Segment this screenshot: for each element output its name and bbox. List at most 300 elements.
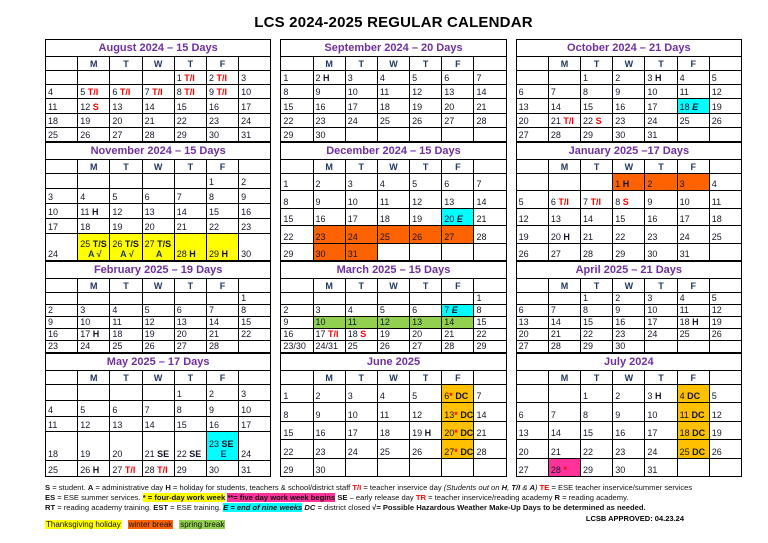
day-cell <box>46 416 78 432</box>
day-number: 2 <box>315 73 321 84</box>
day-number: 18 <box>379 101 390 112</box>
day-marker: E <box>456 214 463 225</box>
day-cell <box>581 403 613 421</box>
day-header <box>474 160 506 174</box>
day-cell <box>78 85 110 99</box>
day-number: 1 <box>208 176 214 187</box>
day-cell <box>548 208 580 225</box>
day-cell <box>516 317 548 329</box>
day-number: 22 <box>176 449 187 460</box>
day-cell <box>677 385 709 403</box>
day-cell <box>239 99 271 113</box>
day-cell <box>548 341 580 353</box>
day-marker: DC <box>460 446 474 457</box>
day-cell <box>239 317 271 329</box>
day-number: 16 <box>615 428 626 439</box>
day-cell <box>410 226 442 243</box>
day-cell <box>516 174 548 191</box>
day-cell <box>206 203 238 218</box>
day-cell <box>78 188 110 203</box>
day-number: 17 <box>679 214 690 225</box>
day-number: 9 <box>48 317 54 327</box>
day-cell <box>581 385 613 403</box>
page-title: LCS 2024-2025 REGULAR CALENDAR <box>254 14 533 31</box>
day-number: 17 <box>647 101 658 112</box>
day-cell <box>78 99 110 113</box>
day-cell <box>174 432 206 461</box>
day-marker: H <box>92 206 99 217</box>
month-november-2024 <box>45 142 271 261</box>
day-number: 17 <box>48 221 59 232</box>
day-cell <box>645 403 677 421</box>
day-number: 24 <box>241 115 252 126</box>
day-cell <box>377 113 409 127</box>
day-marker: T/I <box>119 87 131 98</box>
day-cell <box>345 71 377 85</box>
day-number: 11 <box>379 87 390 98</box>
day-cell <box>281 317 313 329</box>
day-marker: S <box>622 196 629 207</box>
day-number: 9 <box>315 87 321 98</box>
day-cell <box>110 99 142 113</box>
day-number: 23 <box>48 341 59 351</box>
day-cell <box>377 99 409 113</box>
day-marker: T/I <box>157 465 168 475</box>
day-number: 15 <box>583 428 594 439</box>
day-number: 4 <box>80 191 86 202</box>
day-number: 13 <box>550 214 561 225</box>
day-number: 2 <box>615 73 621 84</box>
day-number: 17 <box>241 101 252 112</box>
day-cell <box>677 113 709 127</box>
day-marker: T/S <box>157 239 172 249</box>
day-number: 24 <box>347 446 358 457</box>
day-cell <box>581 174 613 191</box>
day-number: 29 <box>583 341 594 351</box>
day-cell <box>516 385 548 403</box>
day-number: 22 <box>208 221 219 232</box>
day-number: 6 <box>112 404 118 415</box>
day-number: 20 <box>444 428 455 439</box>
day-number: 4 <box>711 179 717 190</box>
day-header: W <box>142 57 174 71</box>
day-cell <box>110 305 142 317</box>
day-header: M <box>78 160 110 174</box>
day-cell <box>174 385 206 401</box>
day-number: 12 <box>112 206 123 217</box>
legend-run: **= five day work week begins <box>227 493 336 502</box>
day-header: F <box>677 371 709 385</box>
day-cell <box>613 329 645 341</box>
day-number: 7 <box>476 179 482 190</box>
day-number: 7 <box>176 191 182 202</box>
day-cell <box>78 127 110 141</box>
day-marker: T/I <box>328 329 339 339</box>
day-cell <box>581 85 613 99</box>
day-cell <box>548 85 580 99</box>
day-cell <box>613 113 645 127</box>
day-cell <box>142 85 174 99</box>
day-cell <box>313 403 345 421</box>
day-cell <box>709 317 741 329</box>
day-cell <box>677 458 709 476</box>
day-header: W <box>613 57 645 71</box>
day-number: 13 <box>444 87 455 98</box>
day-header <box>516 160 548 174</box>
day-header: W <box>613 279 645 293</box>
day-number: 26 <box>144 341 155 351</box>
legend-run: S <box>45 483 51 492</box>
day-cell <box>474 440 506 458</box>
day-number: 3 <box>241 388 247 399</box>
day-cell <box>410 208 442 225</box>
day-header: W <box>377 279 409 293</box>
day-number: 6 <box>176 305 182 315</box>
day-cell <box>110 400 142 416</box>
day-number: 9 <box>615 87 621 98</box>
day-cell <box>581 127 613 141</box>
day-cell <box>645 113 677 127</box>
day-cell <box>110 317 142 329</box>
day-marker: T/I <box>216 87 227 98</box>
day-cell <box>548 174 580 191</box>
day-cell <box>345 385 377 403</box>
day-number: 31 <box>241 130 252 140</box>
day-cell <box>313 458 345 476</box>
day-number: 22 <box>476 329 487 339</box>
day-cell <box>313 317 345 329</box>
day-number: 5 <box>80 404 86 415</box>
day-cell <box>46 341 78 353</box>
day-cell <box>581 341 613 353</box>
day-number: 17 <box>347 101 358 112</box>
day-cell <box>313 243 345 260</box>
day-cell <box>677 293 709 305</box>
day-header <box>281 279 313 293</box>
legend-run: = holiday for students, teachers & school/district staff <box>170 483 353 492</box>
day-cell <box>613 191 645 208</box>
day-number: 24 <box>647 115 658 126</box>
day-cell <box>142 188 174 203</box>
day-number: 23 <box>615 115 626 126</box>
day-cell <box>46 203 78 218</box>
day-cell <box>142 127 174 141</box>
day-cell <box>281 458 313 476</box>
day-cell <box>474 85 506 99</box>
day-cell <box>709 174 741 191</box>
day-cell <box>581 421 613 439</box>
day-marker: T/S <box>92 239 107 249</box>
day-number: 15 <box>208 206 219 217</box>
day-number: 23 <box>615 329 626 339</box>
legend-run: TE <box>539 483 550 492</box>
day-cell <box>677 226 709 243</box>
day-header: F <box>677 57 709 71</box>
day-marker: DC <box>692 446 706 457</box>
day-cell <box>78 174 110 189</box>
month-title: September 2024 – 20 Days <box>281 40 506 57</box>
day-cell <box>345 458 377 476</box>
day-cell <box>410 305 442 317</box>
day-cell <box>206 416 238 432</box>
day-cell <box>516 458 548 476</box>
legend-bottom-row <box>45 514 742 532</box>
day-cell <box>442 341 474 353</box>
day-number: 22 <box>241 329 252 339</box>
day-cell <box>581 243 613 260</box>
day-cell <box>46 218 78 233</box>
day-number: 29 <box>283 130 294 140</box>
day-header <box>474 57 506 71</box>
legend-run: (Students out on <box>443 483 502 492</box>
day-header: M <box>313 160 345 174</box>
day-header: T <box>410 160 442 174</box>
day-cell <box>709 305 741 317</box>
day-header: T <box>645 57 677 71</box>
day-cell <box>474 385 506 403</box>
day-number: 30 <box>647 249 658 259</box>
day-cell <box>709 341 741 353</box>
day-cell <box>313 226 345 243</box>
day-number: 6 <box>444 391 450 402</box>
day-number: 31 <box>647 465 658 475</box>
day-number: 10 <box>80 317 91 327</box>
day-number: 21 <box>444 329 455 339</box>
day-number: 13 <box>412 317 423 327</box>
day-header: T <box>110 279 142 293</box>
day-number: 4 <box>347 305 353 315</box>
day-number: 21 <box>476 428 487 439</box>
day-cell <box>239 385 271 401</box>
day-cell <box>345 208 377 225</box>
day-number: 1 <box>583 73 589 84</box>
day-number: 28 <box>583 249 594 259</box>
day-number: 10 <box>647 409 658 420</box>
day-cell <box>377 305 409 317</box>
day-header <box>709 371 741 385</box>
day-number: 27 <box>112 465 123 475</box>
day-cell <box>645 174 677 191</box>
day-number: 24/31 <box>315 341 339 351</box>
day-header: T <box>110 371 142 385</box>
day-number: 24 <box>80 341 91 351</box>
day-cell <box>410 341 442 353</box>
day-header: W <box>613 160 645 174</box>
legend-run: EST <box>153 503 169 512</box>
day-number: 5 <box>711 73 717 84</box>
day-number: 15 <box>283 428 294 439</box>
day-number: 25 <box>679 329 690 339</box>
legend-run: H <box>165 483 171 492</box>
day-cell <box>142 385 174 401</box>
day-cell <box>345 174 377 191</box>
day-cell <box>174 329 206 341</box>
legend-run: E = end of nine weeks <box>223 503 303 512</box>
day-number: 10 <box>647 87 658 98</box>
day-number: 6 <box>518 87 524 98</box>
day-number: 28 <box>476 446 487 457</box>
day-cell <box>613 440 645 458</box>
day-number: 29 <box>583 465 594 475</box>
day-number: 30 <box>615 130 626 140</box>
day-number: 19 <box>518 231 529 242</box>
day-cell <box>142 329 174 341</box>
day-cell <box>677 421 709 439</box>
day-cell <box>46 400 78 416</box>
day-cell <box>174 113 206 127</box>
day-number: 9 <box>283 317 289 327</box>
day-number: 8 <box>583 305 589 315</box>
legend-run: & <box>520 483 530 492</box>
day-marker: T/I <box>563 115 574 126</box>
day-cell <box>645 85 677 99</box>
approval-note: LCSB APPROVED: 04.23.24 <box>585 514 684 523</box>
day-cell <box>174 400 206 416</box>
day-number: 4 <box>48 87 54 98</box>
day-cell <box>78 341 110 353</box>
day-cell <box>313 191 345 208</box>
day-number: 30 <box>208 465 219 475</box>
day-cell <box>174 305 206 317</box>
day-cell <box>239 188 271 203</box>
day-number: 15 <box>176 420 187 431</box>
day-cell <box>645 127 677 141</box>
day-number: 4 <box>379 391 385 402</box>
day-cell <box>677 305 709 317</box>
day-number: 26 <box>711 329 722 339</box>
day-number: 17 <box>315 329 326 339</box>
day-header: M <box>313 279 345 293</box>
day-number: 8 <box>241 305 247 315</box>
day-marker: E <box>692 101 699 112</box>
legend-run: T/I <box>511 483 521 492</box>
day-cell <box>645 208 677 225</box>
day-header: M <box>548 279 580 293</box>
day-number: 22 <box>283 115 294 126</box>
month-april-2025 <box>516 261 742 353</box>
day-cell <box>46 317 78 329</box>
day-cell <box>313 341 345 353</box>
day-cell <box>410 403 442 421</box>
day-header <box>239 160 271 174</box>
day-cell <box>142 71 174 85</box>
day-marker: DC <box>460 409 474 420</box>
month-title: May 2025 – 17 Days <box>46 354 271 371</box>
day-number: 1 <box>176 388 182 399</box>
day-number: 20 <box>176 329 187 339</box>
day-number: 7 <box>144 404 150 415</box>
day-number: 7 <box>208 305 214 315</box>
month-july-2024 <box>516 353 742 477</box>
day-cell <box>206 317 238 329</box>
day-header: M <box>548 371 580 385</box>
legend-run: = reading academy. <box>559 493 629 502</box>
day-cell <box>474 174 506 191</box>
day-marker: H <box>563 231 570 242</box>
day-number: 14 <box>550 428 561 439</box>
day-marker: S <box>360 329 367 339</box>
day-header <box>516 279 548 293</box>
day-number: 24 <box>241 449 252 460</box>
day-submarker: A <box>155 249 163 259</box>
day-cell <box>613 403 645 421</box>
day-number: 25 <box>80 239 91 249</box>
day-number: 3 <box>48 191 54 202</box>
day-cell <box>377 71 409 85</box>
day-cell <box>709 127 741 141</box>
day-cell <box>410 329 442 341</box>
day-number: 23 <box>241 221 252 232</box>
day-cell <box>78 218 110 233</box>
day-cell <box>442 85 474 99</box>
day-number: 20 <box>518 115 529 126</box>
day-number: 10 <box>315 317 326 327</box>
day-number: 20 <box>518 329 529 339</box>
day-cell <box>709 226 741 243</box>
day-cell <box>613 243 645 260</box>
day-number: 23 <box>315 115 326 126</box>
day-cell <box>516 127 548 141</box>
day-number: 10 <box>241 404 252 415</box>
day-cell <box>313 293 345 305</box>
day-marker: H <box>654 391 662 402</box>
day-cell <box>581 99 613 113</box>
day-cell <box>548 226 580 243</box>
day-number: 9 <box>315 409 321 420</box>
day-number: 17 <box>241 420 252 431</box>
day-header <box>281 160 313 174</box>
day-cell <box>174 461 206 477</box>
day-cell <box>709 421 741 439</box>
day-cell <box>410 421 442 439</box>
day-cell <box>516 329 548 341</box>
day-cell <box>206 461 238 477</box>
day-number: 30 <box>315 465 326 475</box>
day-number: 8 <box>476 305 482 315</box>
day-cell <box>645 99 677 113</box>
day-number: 15 <box>476 317 487 327</box>
day-number: 5 <box>80 87 86 98</box>
day-number: 20 <box>412 329 423 339</box>
day-cell <box>46 99 78 113</box>
day-number: 14 <box>550 317 561 327</box>
day-cell <box>442 71 474 85</box>
day-number: 16 <box>208 101 219 112</box>
day-number: 7 <box>476 391 482 402</box>
day-number: 7 <box>550 305 556 315</box>
day-cell <box>613 99 645 113</box>
day-cell <box>46 113 78 127</box>
day-cell <box>46 188 78 203</box>
day-number: 3 <box>647 293 653 303</box>
day-number: 22 <box>583 446 594 457</box>
day-cell <box>516 341 548 353</box>
legend-run: SE <box>337 493 348 502</box>
day-number: 13 <box>112 101 123 112</box>
day-cell <box>516 226 548 243</box>
day-cell <box>142 317 174 329</box>
day-submarker: A √ <box>120 249 134 259</box>
day-header: F <box>206 160 238 174</box>
day-number: 19 <box>412 101 423 112</box>
day-cell <box>548 403 580 421</box>
day-cell <box>581 293 613 305</box>
day-number: 27 <box>550 249 561 259</box>
day-number: 3 <box>241 73 247 84</box>
legend-run: ES <box>45 493 56 502</box>
day-number: 15 <box>583 101 594 112</box>
day-cell <box>345 226 377 243</box>
